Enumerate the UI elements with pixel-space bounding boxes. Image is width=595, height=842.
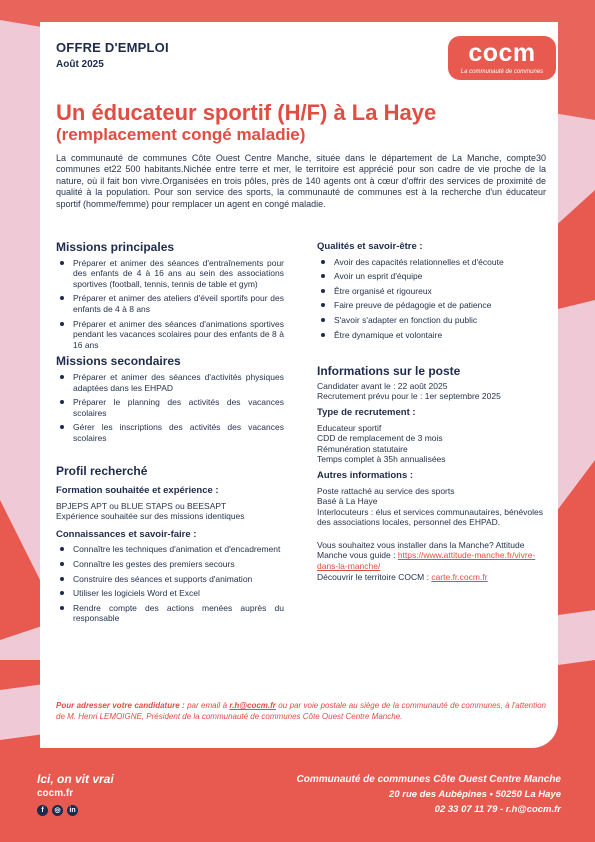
formation-line: BPJEPS APT ou BLUE STAPS ou BEESAPT <box>56 500 227 511</box>
linkedin-icon[interactable]: in <box>67 805 78 816</box>
social-links <box>37 805 114 816</box>
autres-line: Basé à La Haye <box>317 496 378 507</box>
connaissances-list <box>56 544 284 624</box>
discover-text: Découvrir le territoire COCM : <box>317 571 432 582</box>
footer-website-link[interactable]: cocm.fr <box>37 788 74 799</box>
intro-paragraph: La communauté de communes Côte Ouest Centre Manche, située dans le département de La Manche, compte30 communes et22 500 habitants.Nichée entre terre et mer, le territoire est apprécié pour son cadre de vie proche de la nature, où il fait bon vivre.Organisées en trois pôles, près de 140 agents ont à cœur d'offrir des services de proximité de qualité à la population. Pour son service des sports, la communauté de communes est à la recherche d'un éducateur sportif (homme/femme) pour remplacer un agent en congé maladie. <box>56 153 546 209</box>
recrutement-heading: Type de recrutement : <box>317 406 416 418</box>
apply-text: par email à <box>184 701 230 710</box>
cocm-logo <box>448 36 556 80</box>
missions-secondaires-list <box>56 372 284 444</box>
connaissances-heading: Connaissances et savoir-faire : <box>56 528 197 540</box>
footer-phone-email: 02 33 07 11 79 - r.h@cocm.fr <box>434 804 561 815</box>
autres-heading: Autres informations : <box>317 469 414 481</box>
footer-contact <box>297 772 562 817</box>
application-instructions <box>56 700 546 722</box>
list-item: Construire des séances et supports d'animation <box>56 574 284 585</box>
list-item: Gérer les inscriptions des activités des vacances scolaires <box>56 422 284 443</box>
apply-text: ou par voie postale au siège de la communauté de communes, à l'attention de M. Henri LEMOIGNE, Président de la communauté de communes Côte Ouest Centre Manche. <box>56 701 546 721</box>
profil-heading: Profil recherché <box>56 463 148 478</box>
discover-paragraph <box>317 572 543 583</box>
list-item: Être dynamique et volontaire <box>317 330 543 341</box>
list-item: Préparer et animer des séances d'activités physiques adaptées dans les EHPAD <box>56 372 284 393</box>
logo-subtitle: La communauté de communes <box>460 69 544 75</box>
install-text: Vous souhaitez vous installer dans la Manche? Attitude Manche vous guide : <box>317 539 525 561</box>
facebook-icon[interactable]: f <box>37 805 48 816</box>
page-subtitle: (remplacement congé maladie) <box>56 125 306 144</box>
footer-address: 20 rue des Aubépines • 50250 La Haye <box>389 789 561 800</box>
list-item: Préparer et animer des séances d'entraînements pour des enfants de 4 à 16 ans au sein des associations sportives (football, tennis, tennis de table et gym) <box>56 258 284 290</box>
list-item: Rendre compte des actions menées auprès du responsable <box>56 603 284 624</box>
list-item: Connaître les techniques d'animation et d'encadrement <box>56 544 284 555</box>
footer-slogan: Ici, on vit vrai <box>37 772 114 786</box>
list-item: Avoir des capacités relationnelles et d'écoute <box>317 257 543 268</box>
missions-principales-heading: Missions principales <box>56 240 175 254</box>
list-item: Connaître les gestes des premiers secours <box>56 559 284 570</box>
recrutement-line: Temps complet à 35h annualisées <box>317 454 446 465</box>
install-paragraph <box>317 540 543 572</box>
left-column <box>56 242 284 628</box>
footer-organization: Communauté de communes Côte Ouest Centre Manche <box>296 774 561 785</box>
list-item: Préparer et animer des séances d'animations sportives pendant les vacances scolaires pour des enfants de 8 à 16 ans <box>56 319 284 351</box>
list-item: Être organisé et rigoureux <box>317 286 543 297</box>
job-offer-kicker: OFFRE D'EMPLOI <box>56 40 169 55</box>
qualites-list <box>317 257 543 341</box>
apply-label: Pour adresser votre candidature : <box>56 701 185 710</box>
offer-date: Août 2025 <box>56 59 104 70</box>
recrutement-line: CDD de remplacement de 3 mois <box>317 433 443 444</box>
attitude-manche-link[interactable]: https://www.attitude-manche.fr/vivre-dans-la-manche/ <box>317 550 536 572</box>
missions-principales-list <box>56 258 284 351</box>
qualites-heading: Qualités et savoir-être : <box>317 241 423 252</box>
infos-heading: Informations sur le poste <box>317 364 461 379</box>
list-item: Préparer le planning des activités des vacances scolaires <box>56 397 284 418</box>
formation-heading: Formation souhaitée et expérience : <box>56 485 219 497</box>
instagram-icon[interactable]: ◎ <box>52 805 63 816</box>
recrutement-line: Educateur sportif <box>317 422 382 433</box>
list-item: S'avoir s'adapter en fonction du public <box>317 315 543 326</box>
recrutement-line: Rémunération statutaire <box>317 443 408 454</box>
deadline-line: Candidater avant le : 22 août 2025 <box>317 380 448 391</box>
logo-text: cocm <box>468 39 536 67</box>
page-title: Un éducateur sportif (H/F) à La Haye <box>56 100 437 125</box>
missions-secondaires-heading: Missions secondaires <box>56 354 181 369</box>
list-item: Préparer et animer des ateliers d'éveil sportifs pour des enfants de 4 à 8 ans <box>56 293 284 314</box>
territory-map-link[interactable]: carte.fr.cocm.fr <box>431 571 488 582</box>
autres-line: Poste rattaché au service des sports <box>317 485 455 496</box>
formation-line: Expérience souhaitée sur des missions identiques <box>56 511 245 522</box>
interlocuteurs-paragraph: Interlocuteurs : élus et services communautaires, bénévoles des associations locales, personnel des EHPAD. <box>317 506 543 528</box>
footer-left <box>37 772 114 816</box>
start-date-line: Recrutement prévu pour le : 1er septembre 2025 <box>317 391 501 402</box>
list-item: Faire preuve de pédagogie et de patience <box>317 300 543 311</box>
apply-email-link[interactable]: r.h@cocm.fr <box>229 701 276 710</box>
list-item: Utiliser les logiciels Word et Excel <box>56 588 284 599</box>
list-item: Avoir un esprit d'équipe <box>317 271 543 282</box>
right-column <box>317 242 543 582</box>
